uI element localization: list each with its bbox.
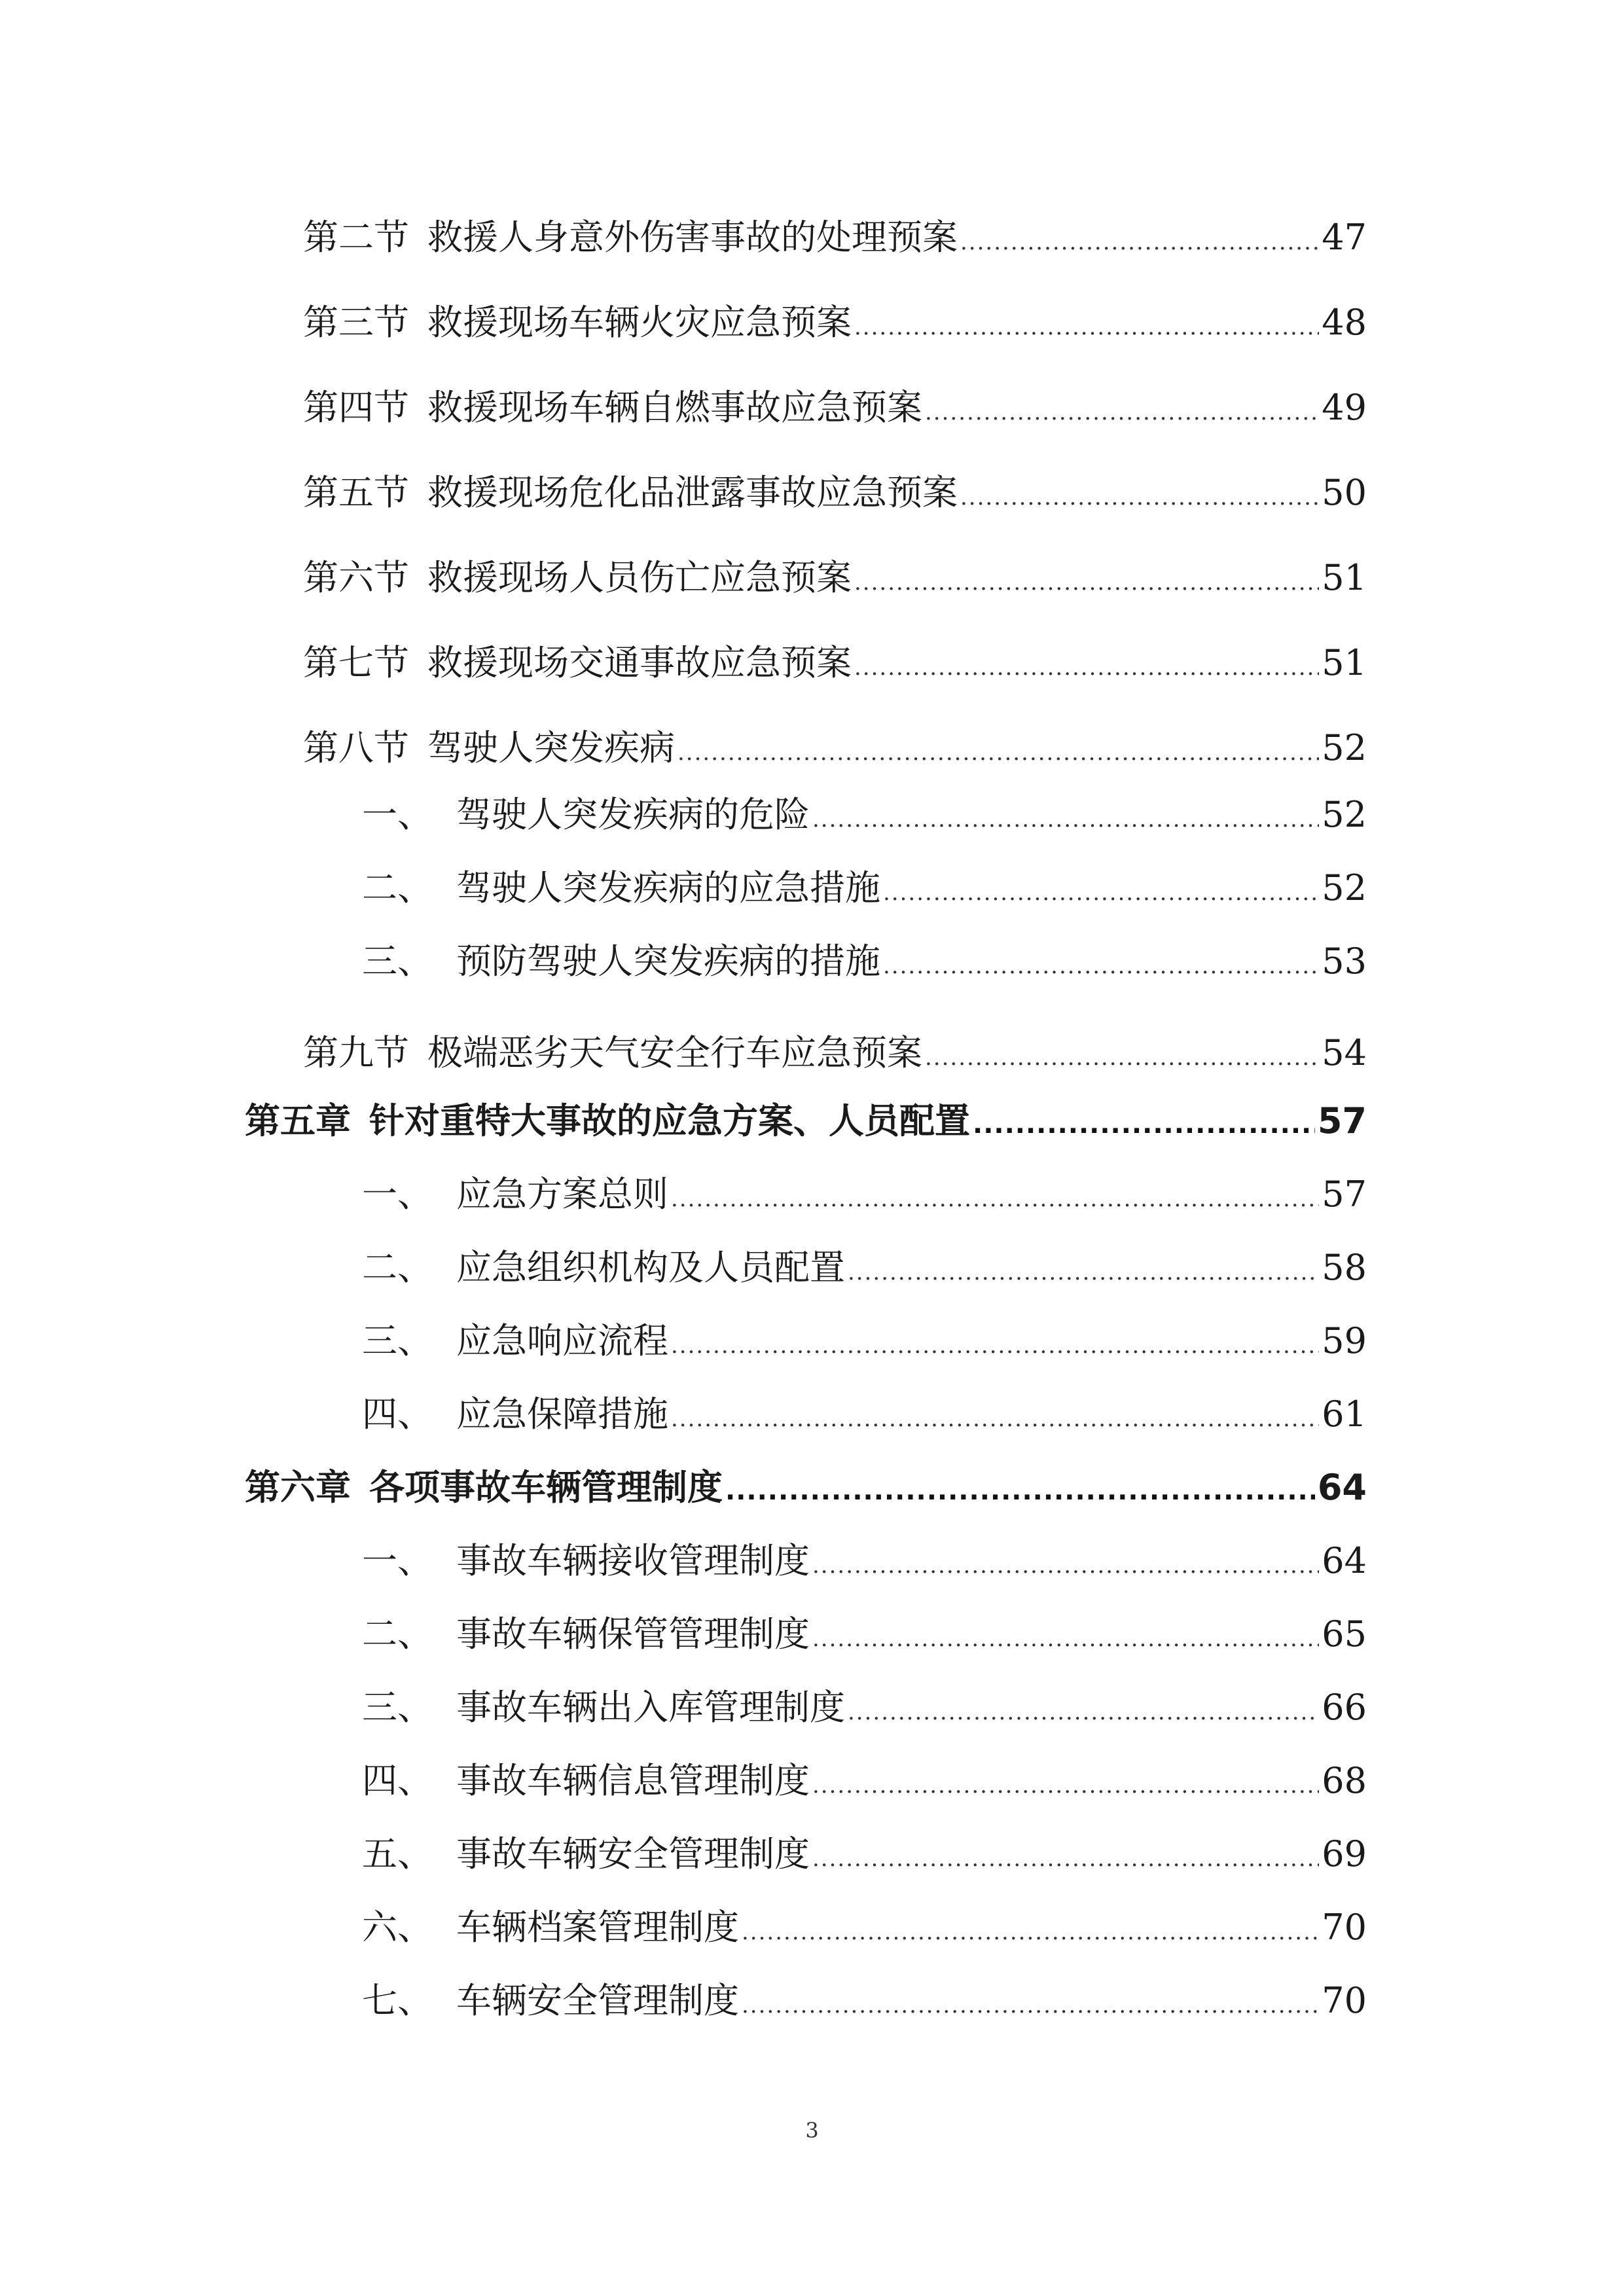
dot-leader	[812, 1763, 1319, 1808]
entry-page-number: 54	[1322, 1032, 1367, 1073]
entry-page-number: 48	[1322, 302, 1367, 343]
entry-title: 驾驶人突发疾病	[427, 727, 675, 768]
entry-prefix: 第三节	[303, 302, 409, 343]
entry-page-number: 52	[1322, 867, 1367, 908]
dot-leader	[848, 1689, 1319, 1735]
toc-entry-chapter-5[interactable]	[245, 1098, 1367, 1144]
dot-leader	[812, 1836, 1319, 1882]
entry-title: 驾驶人突发疾病的危险	[456, 794, 810, 835]
toc-entry-item[interactable]	[362, 1538, 1367, 1584]
toc-entry-section-7[interactable]	[303, 640, 1367, 686]
toc-entry-item[interactable]	[362, 1978, 1367, 2024]
toc-entry-chapter-6[interactable]	[245, 1465, 1367, 1511]
entry-title: 救援现场交通事故应急预案	[427, 642, 852, 683]
toc-entry-section-3[interactable]	[303, 300, 1367, 346]
entry-page-number: 52	[1322, 794, 1367, 835]
dot-leader	[960, 219, 1319, 265]
entry-title: 事故车辆保管管理制度	[456, 1613, 810, 1655]
entry-page-number: 64	[1317, 1467, 1367, 1508]
entry-title: 救援现场危化品泄露事故应急预案	[427, 472, 958, 513]
entry-prefix: 四、	[362, 1760, 433, 1801]
entry-page-number: 64	[1322, 1540, 1367, 1581]
entry-prefix: 二、	[362, 1613, 433, 1655]
toc-entry-section-2[interactable]	[303, 215, 1367, 260]
dot-leader	[671, 1323, 1319, 1369]
entry-prefix: 一、	[362, 1540, 433, 1581]
entry-page-number: 49	[1322, 387, 1367, 428]
toc-entry-section-9[interactable]	[303, 1030, 1367, 1076]
entry-page-number: 58	[1322, 1247, 1367, 1288]
entry-prefix: 第六节	[303, 557, 409, 598]
toc-entry-item[interactable]	[362, 1831, 1367, 1877]
entry-title: 事故车辆接收管理制度	[456, 1540, 810, 1581]
entry-prefix: 一、	[362, 1174, 433, 1215]
entry-title: 事故车辆出入库管理制度	[456, 1687, 845, 1728]
toc-entry-item[interactable]	[362, 1685, 1367, 1731]
entry-page-number: 51	[1322, 557, 1367, 598]
dot-leader	[854, 560, 1319, 605]
entry-prefix: 第九节	[303, 1032, 409, 1073]
entry-page-number: 66	[1322, 1687, 1367, 1728]
toc-entry-item[interactable]	[362, 1318, 1367, 1364]
toc-entry-section-6[interactable]	[303, 555, 1367, 601]
entry-page-number: 70	[1322, 1907, 1367, 1948]
toc-entry-item[interactable]	[362, 1245, 1367, 1291]
toc-entry-item[interactable]	[362, 1905, 1367, 1950]
page-number: 3	[805, 2118, 819, 2143]
entry-title: 救援人身意外伤害事故的处理预案	[427, 217, 958, 258]
toc-entry-item[interactable]	[362, 1758, 1367, 1804]
dot-leader	[848, 1249, 1319, 1295]
entry-prefix: 一、	[362, 794, 433, 835]
entry-page-number: 57	[1317, 1100, 1367, 1141]
entry-title: 应急组织机构及人员配置	[456, 1247, 845, 1288]
entry-page-number: 59	[1322, 1320, 1367, 1361]
dot-leader	[883, 870, 1319, 916]
entry-title: 事故车辆安全管理制度	[456, 1833, 810, 1874]
entry-page-number: 51	[1322, 642, 1367, 683]
dot-leader	[960, 475, 1319, 520]
entry-prefix: 第七节	[303, 642, 409, 683]
entry-page-number: 69	[1322, 1833, 1367, 1874]
toc-entry-item[interactable]	[362, 792, 1367, 838]
entry-page-number: 68	[1322, 1760, 1367, 1801]
entry-page-number: 52	[1322, 727, 1367, 768]
dot-leader	[973, 1102, 1315, 1147]
entry-prefix: 第四节	[303, 387, 409, 428]
dot-leader	[671, 1396, 1319, 1442]
toc-entry-item[interactable]	[362, 1172, 1367, 1217]
entry-prefix: 七、	[362, 1980, 433, 2021]
entry-prefix: 四、	[362, 1393, 433, 1435]
entry-title: 针对重特大事故的应急方案、人员配置	[369, 1100, 970, 1141]
dot-leader	[883, 943, 1319, 989]
entry-title: 车辆安全管理制度	[456, 1980, 739, 2021]
entry-page-number: 70	[1322, 1980, 1367, 2021]
entry-prefix: 第五章	[245, 1100, 351, 1141]
toc-entry-item[interactable]	[362, 939, 1367, 984]
dot-leader	[725, 1468, 1315, 1514]
entry-page-number: 65	[1322, 1613, 1367, 1655]
entry-prefix: 第六章	[245, 1467, 351, 1508]
entry-prefix: 三、	[362, 1320, 433, 1361]
entry-prefix: 六、	[362, 1907, 433, 1948]
entry-prefix: 第五节	[303, 472, 409, 513]
dot-leader	[742, 1909, 1319, 1955]
entry-title: 各项事故车辆管理制度	[369, 1467, 723, 1508]
entry-page-number: 53	[1322, 941, 1367, 982]
entry-prefix: 三、	[362, 1687, 433, 1728]
entry-title: 极端恶劣天气安全行车应急预案	[427, 1032, 922, 1073]
dot-leader	[677, 730, 1319, 776]
entry-title: 应急响应流程	[456, 1320, 668, 1361]
entry-prefix: 五、	[362, 1833, 433, 1874]
toc-entry-item[interactable]	[362, 1391, 1367, 1437]
entry-title: 救援现场车辆火灾应急预案	[427, 302, 852, 343]
toc-entry-item[interactable]	[362, 865, 1367, 911]
dot-leader	[742, 1982, 1319, 2028]
entry-title: 事故车辆信息管理制度	[456, 1760, 810, 1801]
entry-prefix: 二、	[362, 1247, 433, 1288]
dot-leader	[812, 1543, 1319, 1588]
dot-leader	[925, 389, 1319, 435]
toc-entry-section-4[interactable]	[303, 385, 1367, 431]
entry-page-number: 50	[1322, 472, 1367, 513]
dot-leader	[854, 645, 1319, 691]
entry-prefix: 第二节	[303, 217, 409, 258]
entry-prefix: 第八节	[303, 727, 409, 768]
entry-title: 救援现场人员伤亡应急预案	[427, 557, 852, 598]
toc-entry-item[interactable]	[362, 1611, 1367, 1657]
entry-page-number: 61	[1322, 1393, 1367, 1435]
dot-leader	[854, 304, 1319, 350]
entry-title: 车辆档案管理制度	[456, 1907, 739, 1948]
entry-title: 应急保障措施	[456, 1393, 668, 1435]
entry-title: 应急方案总则	[456, 1174, 668, 1215]
entry-prefix: 二、	[362, 867, 433, 908]
entry-page-number: 57	[1322, 1174, 1367, 1215]
entry-title: 救援现场车辆自燃事故应急预案	[427, 387, 922, 428]
toc-entry-section-8[interactable]	[303, 725, 1367, 771]
entry-title: 驾驶人突发疾病的应急措施	[456, 867, 880, 908]
toc-entry-section-5[interactable]	[303, 470, 1367, 516]
dot-leader	[812, 1616, 1319, 1662]
entry-page-number: 47	[1322, 217, 1367, 258]
dot-leader	[812, 797, 1319, 842]
dot-leader	[671, 1176, 1319, 1222]
dot-leader	[925, 1035, 1319, 1081]
entry-prefix: 三、	[362, 941, 433, 982]
entry-title: 预防驾驶人突发疾病的措施	[456, 941, 880, 982]
